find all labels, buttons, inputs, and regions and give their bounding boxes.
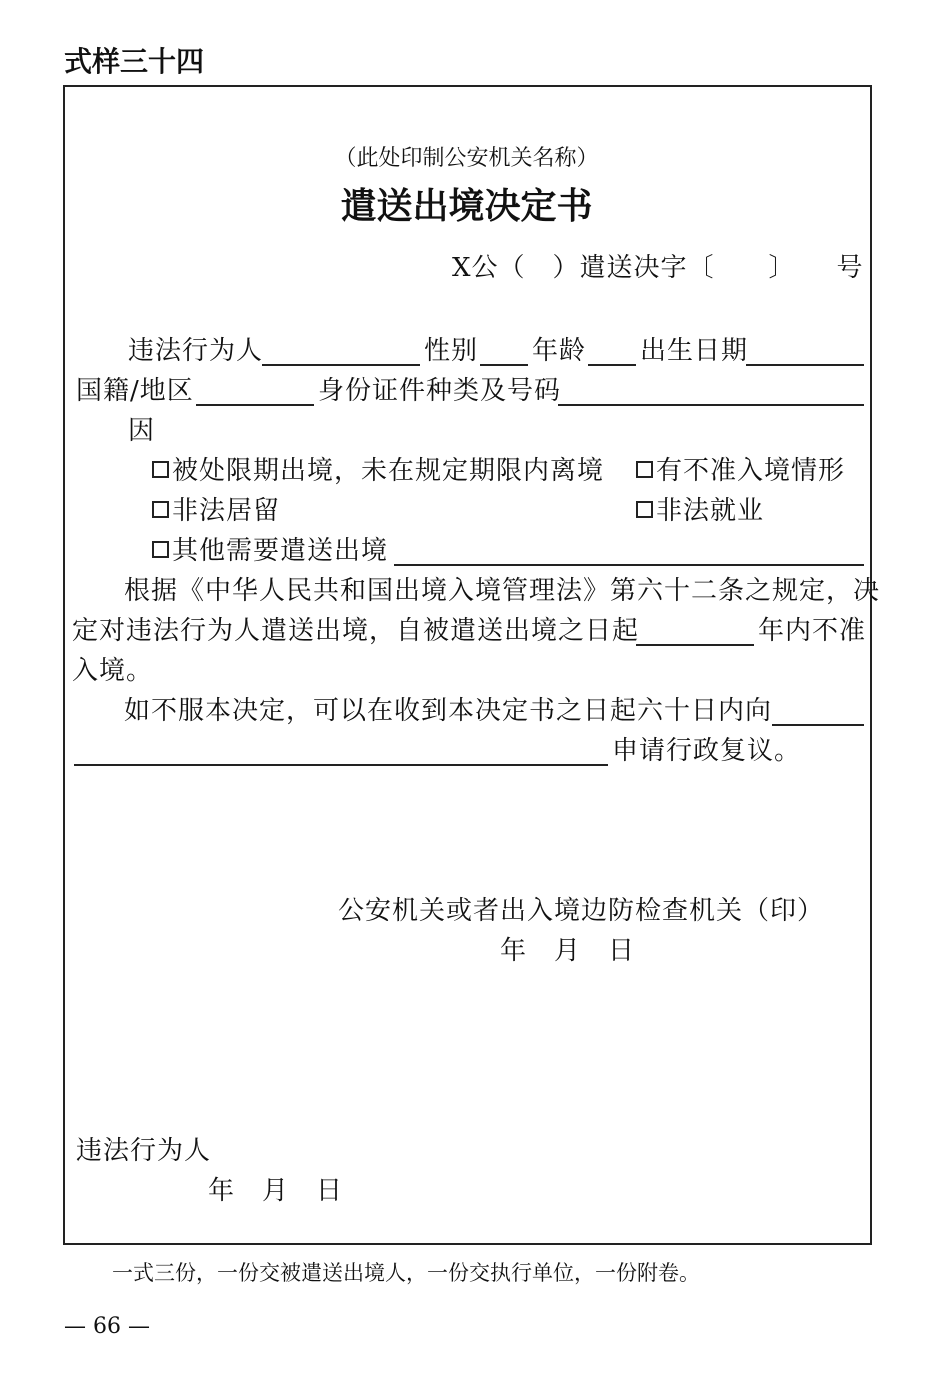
issuing-authority-seal: 公安机关或者出入境边防检查机关（印） bbox=[338, 896, 825, 926]
offender-label: 违法行为人 bbox=[128, 336, 264, 366]
receipt-offender-label: 违法行为人 bbox=[76, 1136, 212, 1166]
agency-name-placeholder: （此处印制公安机关名称） bbox=[334, 146, 599, 171]
checkbox-icon[interactable] bbox=[152, 541, 169, 558]
reason-label: 因 bbox=[128, 416, 156, 446]
option-label: 被处限期出境，未在规定期限内离境 bbox=[172, 456, 605, 486]
nationality-field[interactable] bbox=[196, 404, 314, 406]
id-label: 身份证件种类及号码 bbox=[318, 376, 562, 406]
appeal-authority-field-continued[interactable] bbox=[74, 764, 608, 766]
document-title: 遣送出境决定书 bbox=[340, 185, 593, 227]
checkbox-icon[interactable] bbox=[152, 501, 169, 518]
option-label: 有不准入境情形 bbox=[656, 456, 846, 486]
receipt-date: 年 月 日 bbox=[208, 1176, 344, 1206]
checkbox-icon[interactable] bbox=[636, 461, 653, 478]
age-field[interactable] bbox=[588, 364, 636, 366]
page-number: — 66 — bbox=[64, 1314, 150, 1339]
legal-basis-line-3: 入境。 bbox=[72, 656, 154, 686]
form-code: 式样三十四 bbox=[64, 45, 205, 78]
other-reason-field[interactable] bbox=[394, 564, 864, 566]
option-illegal-stay[interactable] bbox=[152, 498, 280, 524]
checkbox-icon[interactable] bbox=[152, 461, 169, 478]
appeal-line-1: 如不服本决定，可以在收到本决定书之日起六十日内向 bbox=[124, 696, 773, 726]
copies-note: 一式三份，一份交被遣送出境人，一份交执行单位，一份附卷。 bbox=[112, 1261, 700, 1285]
id-field[interactable] bbox=[558, 404, 864, 406]
document-number: X公（ ）遣送决字〔 〕 号 bbox=[452, 253, 864, 283]
option-other[interactable] bbox=[152, 538, 388, 564]
option-illegal-work[interactable] bbox=[636, 498, 764, 524]
appeal-authority-field[interactable] bbox=[772, 724, 864, 726]
legal-basis-line-2: 定对违法行为人遣送出境，自被遣送出境之日起 bbox=[72, 616, 640, 646]
option-label: 非法就业 bbox=[656, 496, 765, 526]
legal-basis-line-1: 根据《中华人民共和国出境入境管理法》第六十二条之规定，决 bbox=[124, 576, 881, 606]
appeal-line-2: 申请行政复议。 bbox=[612, 736, 802, 766]
entry-ban-years-field[interactable] bbox=[636, 644, 754, 646]
option-label: 其他需要遣送出境 bbox=[172, 536, 389, 566]
legal-basis-line-2-end: 年内不准 bbox=[758, 616, 867, 646]
option-label: 非法居留 bbox=[172, 496, 281, 526]
issue-date: 年 月 日 bbox=[500, 936, 636, 966]
gender-label: 性别 bbox=[424, 336, 479, 366]
option-overstay[interactable] bbox=[152, 458, 604, 484]
birthdate-field[interactable] bbox=[746, 364, 864, 366]
gender-field[interactable] bbox=[480, 364, 528, 366]
nationality-label: 国籍/地区 bbox=[76, 376, 194, 406]
offender-name-field[interactable] bbox=[262, 364, 420, 366]
option-no-entry[interactable] bbox=[636, 458, 845, 484]
age-label: 年龄 bbox=[532, 336, 587, 366]
birthdate-label: 出生日期 bbox=[640, 336, 749, 366]
checkbox-icon[interactable] bbox=[636, 501, 653, 518]
